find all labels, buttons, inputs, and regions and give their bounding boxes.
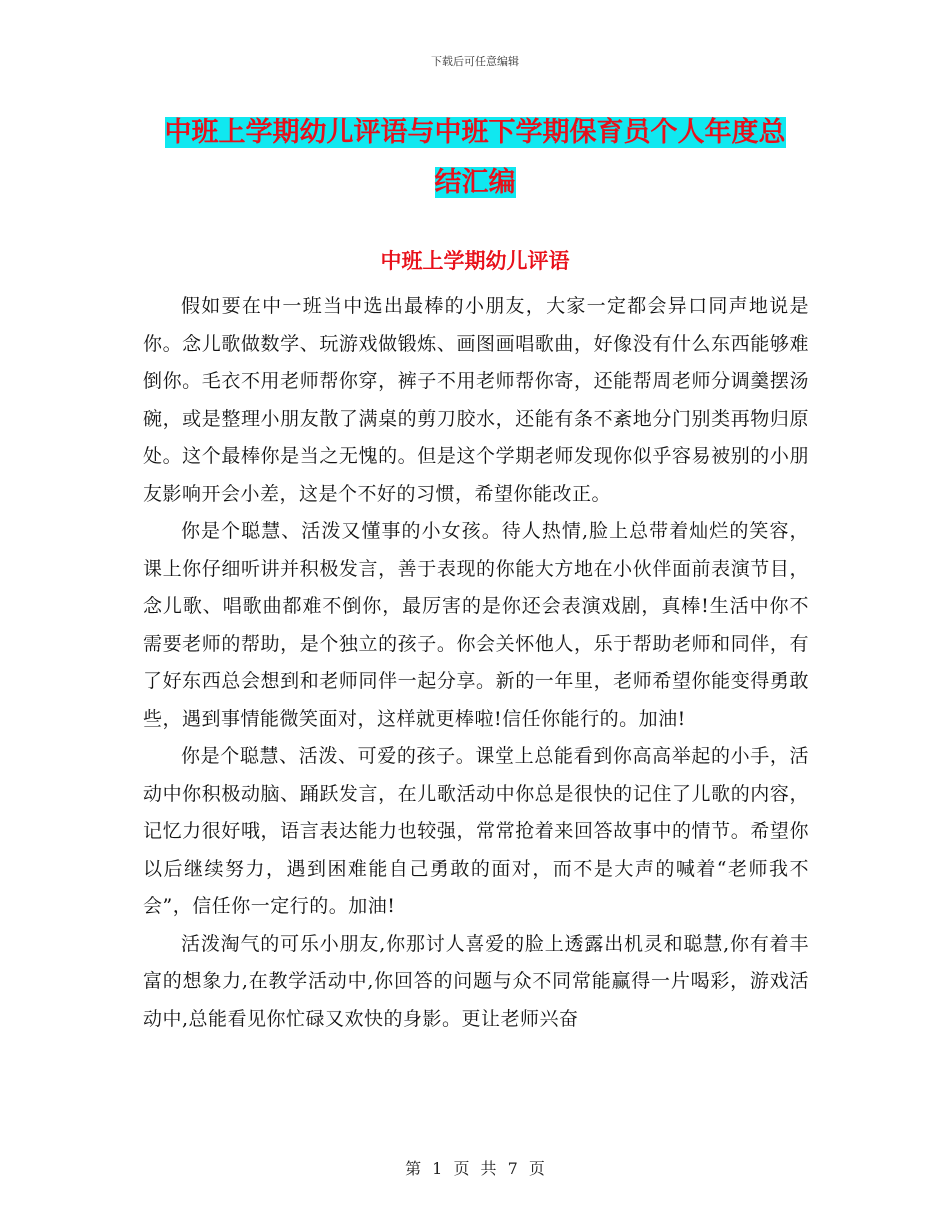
paragraph: 你是个聪慧、活泼又懂事的小女孩。待人热情,脸上总带着灿烂的笑容，课上你仔细听讲并积极发言，善于表现的你能大方地在小伙伴面前表演节目，念儿歌、唱歌曲都难不倒你，最厉害的是你还会表演戏剧，真棒!生活中你不需要老师的帮助，是个独立的孩子。你会关怀他人，乐于帮助老师和同伴，有了好东西总会想到和老师同伴一起分享。新的一年里，老师希望你能变得勇敢些，遇到事情能微笑面对，这样就更棒啦!信任你能行的。加油! [143,520,809,730]
title-line-2: 结汇编 [434,167,516,198]
paragraph: 你是个聪慧、活泼、可爱的孩子。课堂上总能看到你高高举起的小手，活动中你积极动脑、踊跃发言，在儿歌活动中你总是很快的记住了儿歌的内容，记忆力很好哦，语言表达能力也较强，常常抢着来回答故事中的情节。希望你以后继续努力，遇到困难能自己勇敢的面对，而不是大声的喊着“老师我不会”，信任你一定行的。加油! [143,745,809,917]
body-text [143,288,809,1038]
paragraph: 活泼淘气的可乐小朋友,你那讨人喜爱的脸上透露出机灵和聪慧,你有着丰富的想象力,在教学活动中,你回答的问题与众不同常能赢得一片喝彩，游戏活动中,总能看见你忙碌又欢快的身影。更让老师兴奋 [143,932,809,1030]
section-title: 中班上学期幼儿评语 [380,248,570,273]
document-title [140,108,810,208]
header-note: 下载后可任意编辑 [431,55,519,68]
title-line-1: 中班上学期幼儿评语与中班下学期保育员个人年度总 [164,117,786,148]
page-footer: 第 1 页 共 7 页 [405,1159,545,1178]
paragraph: 假如要在中一班当中选出最棒的小朋友，大家一定都会异口同声地说是你。念儿歌做数学、玩游戏做锻炼、画图画唱歌曲，好像没有什么东西能够难倒你。毛衣不用老师帮你穿，裤子不用老师帮你寄，还能帮周老师分调羹摆汤碗，或是整理小朋友散了满桌的剪刀胶水，还能有条不紊地分门别类再物归原处。这个最棒你是当之无愧的。但是这个学期老师发现你似乎容易被别的小朋友影响开会小差，这是个不好的习惯，希望你能改正。 [143,295,809,505]
